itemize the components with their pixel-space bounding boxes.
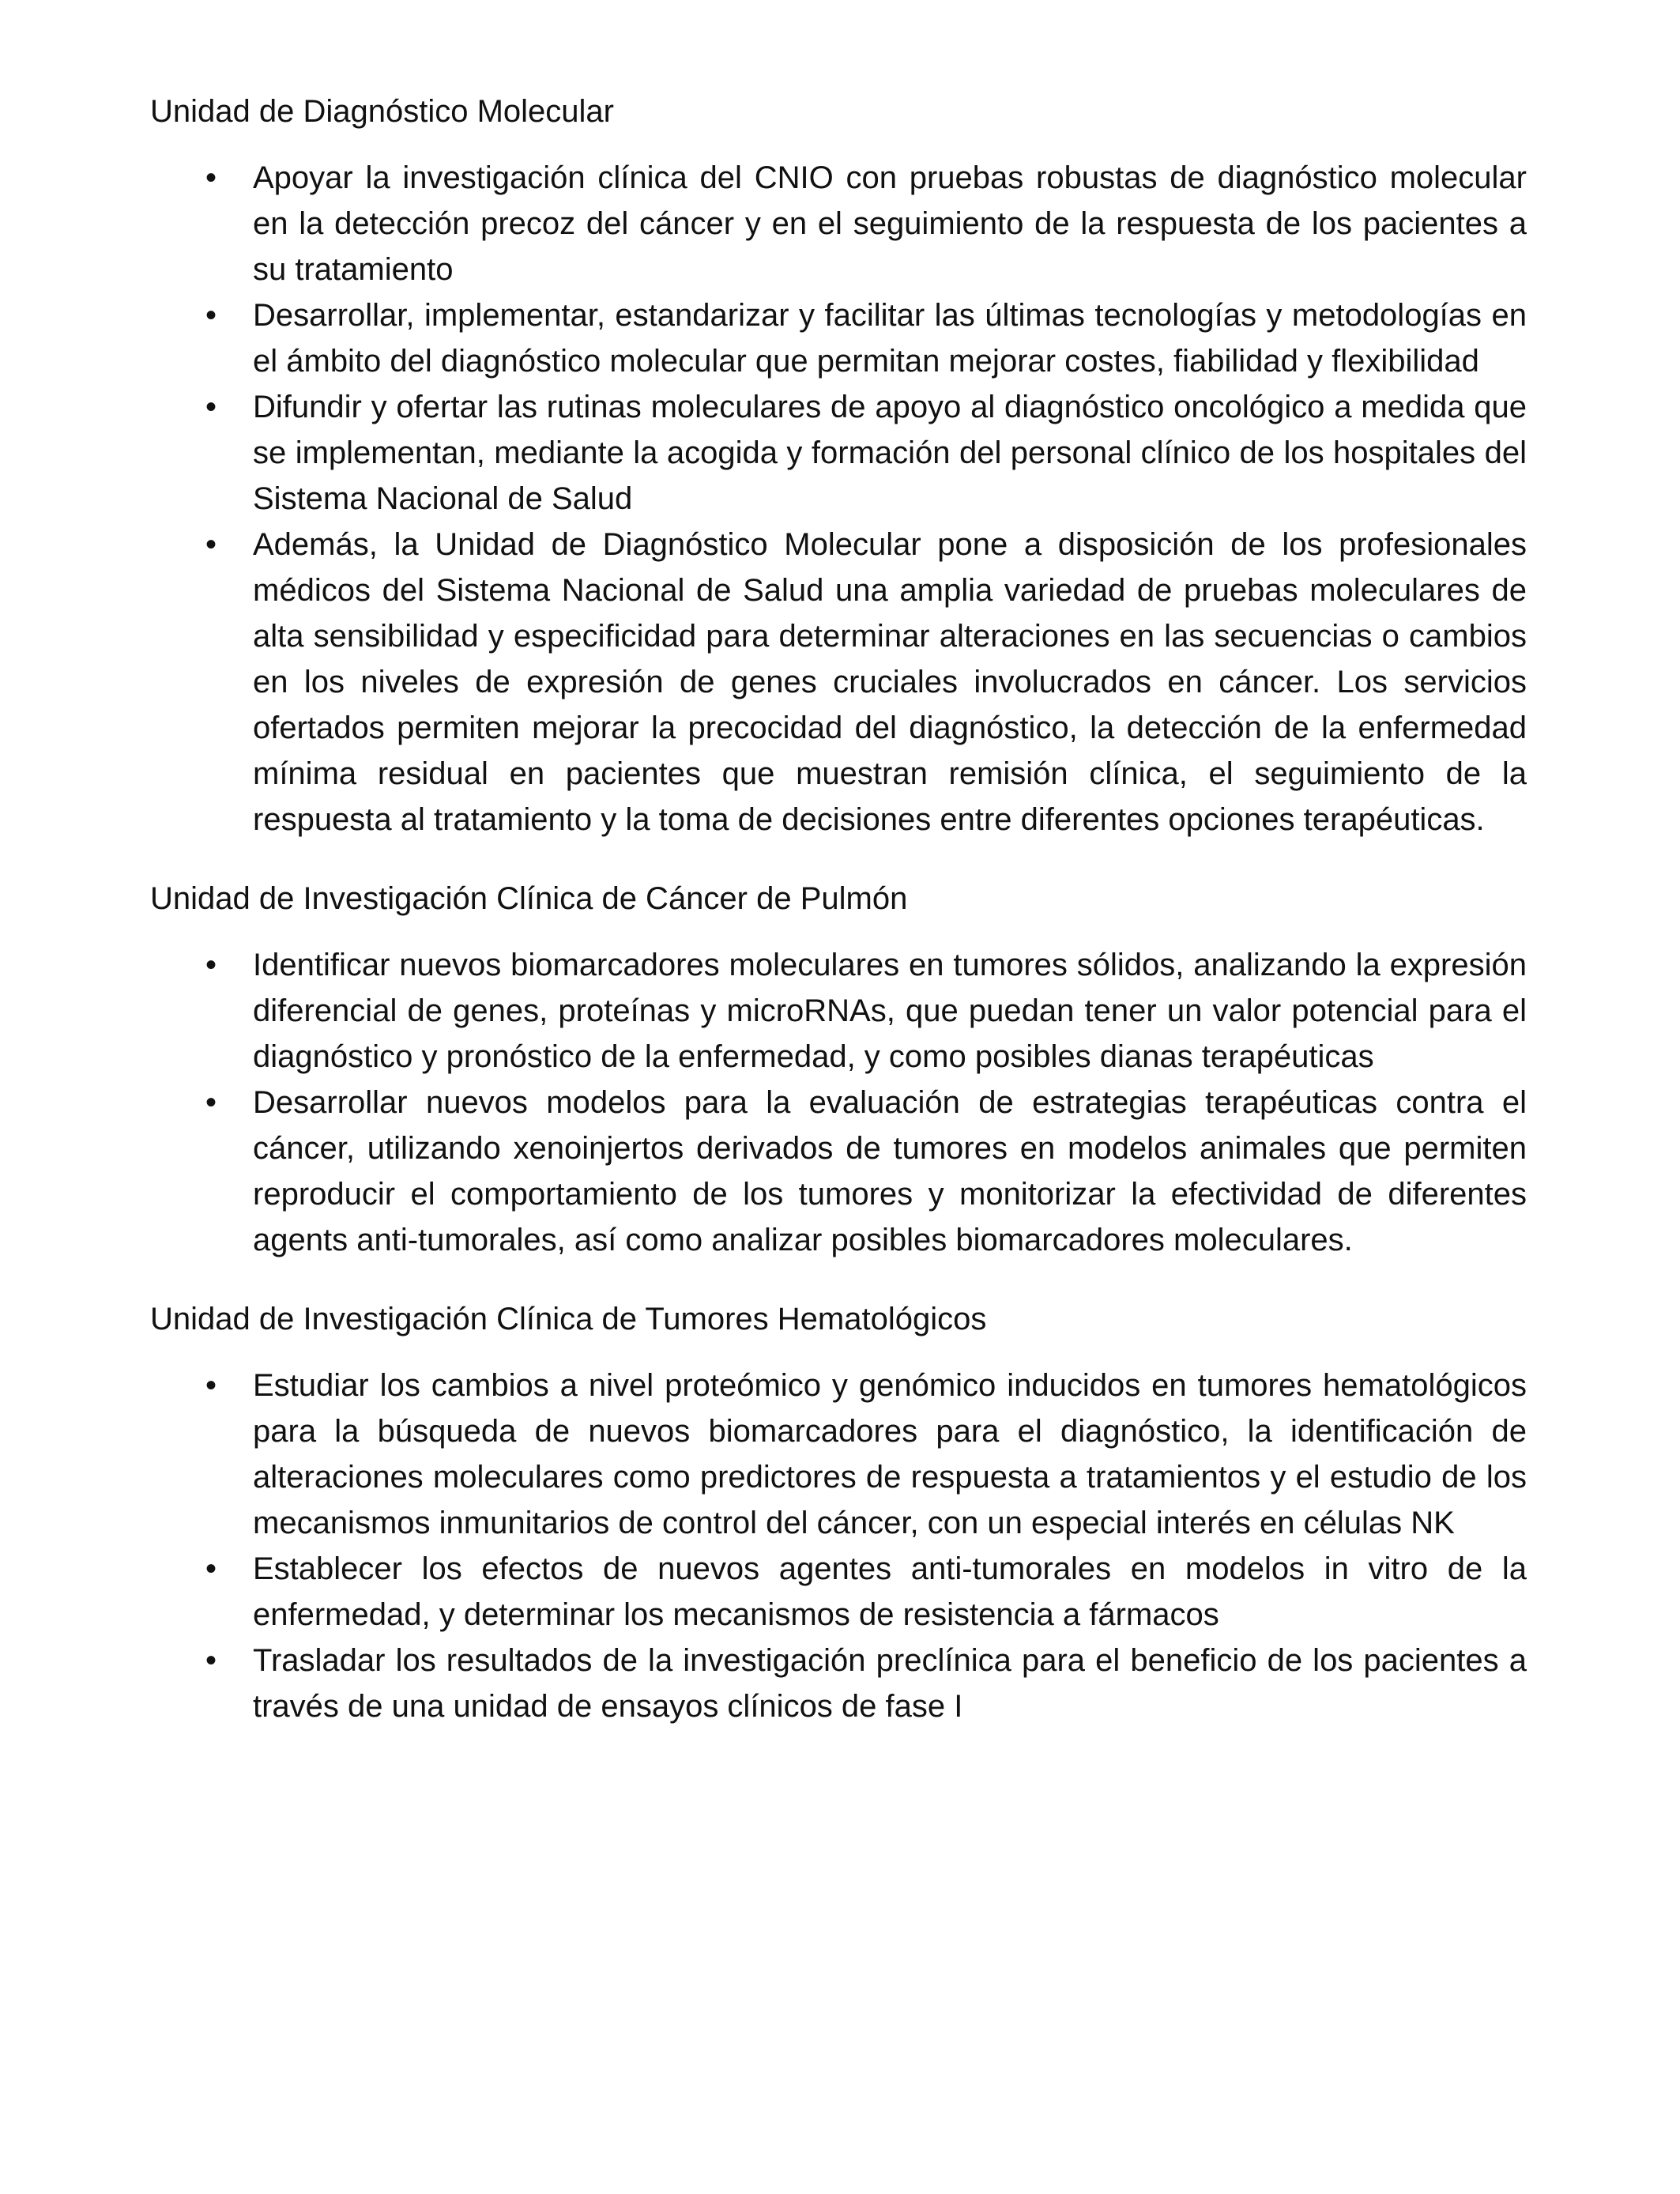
bullet-icon: • [205,160,217,195]
list-item [150,1546,1527,1638]
list-item-text: Desarrollar nuevos modelos para la evaluación de estrategias terapéuticas contra el cáncer, utilizando xenoinjertos derivados de tumores en modelos animales que permiten reproducir el comportamiento de los tumores y monitorizar la efectividad de diferentes agents anti-tumorales, así como analizar posibles biomarcadores moleculares. [253,1085,1527,1257]
section-diagnostico-molecular [150,89,1527,843]
section-heading: Unidad de Investigación Clínica de Cáncer de Pulmón [150,881,908,916]
list-item-text: Establecer los efectos de nuevos agentes anti-tumorales en modelos in vitro de la enfermedad, y determinar los mecanismos de resistencia a fármacos [253,1551,1527,1632]
list-item-text: Desarrollar, implementar, estandarizar y facilitar las últimas tecnologías y metodologías en el ámbito del diagnóstico molecular que permitan mejorar costes, fiabilidad y flexibilidad [253,298,1527,379]
bullet-icon: • [205,1551,217,1586]
list-item-text: Identificar nuevos biomarcadores moleculares en tumores sólidos, analizando la expresión diferencial de genes, proteínas y microRNAs, que puedan tener un valor potencial para el diagnóstico y pronóstico de la enfermedad, y como posibles dianas terapéuticas [253,948,1527,1074]
section-heading: Unidad de Investigación Clínica de Tumores Hematológicos [150,1302,987,1336]
bullet-list [150,942,1527,1263]
list-item [150,384,1527,522]
list-item-text: Estudiar los cambios a nivel proteómico y genómico inducidos en tumores hematológicos para la búsqueda de nuevos biomarcadores para el diagnóstico, la identificación de alteraciones moleculares como predictores de respuesta a tratamientos y el estudio de los mecanismos inmunitarios de control del cáncer, con un especial interés en células NK [253,1368,1527,1540]
list-item [150,1080,1527,1263]
bullet-list [150,155,1527,843]
list-item [150,1363,1527,1546]
list-item [150,292,1527,384]
list-item [150,942,1527,1080]
bullet-icon: • [205,1085,217,1120]
bullet-list [150,1363,1527,1729]
bullet-icon: • [205,948,217,982]
bullet-icon: • [205,1643,217,1678]
list-item [150,1638,1527,1729]
section-tumores-hematologicos [150,1296,1527,1729]
bullet-icon: • [205,298,217,333]
bullet-icon: • [205,527,217,562]
list-item [150,522,1527,843]
document-page [150,89,1527,1762]
bullet-icon: • [205,1368,217,1403]
list-item-text: Además, la Unidad de Diagnóstico Molecular pone a disposición de los profesionales médicos del Sistema Nacional de Salud una amplia variedad de pruebas moleculares de alta sensibilidad y especificidad para determinar alteraciones en las secuencias o cambios en los niveles de expresión de genes cruciales involucrados en cáncer. Los servicios ofertados permiten mejorar la precocidad del diagnóstico, la detección de la enfermedad mínima residual en pacientes que muestran remisión clínica, el seguimiento de la respuesta al tratamiento y la toma de decisiones entre diferentes opciones terapéuticas. [253,527,1527,837]
bullet-icon: • [205,390,217,424]
section-cancer-pulmon [150,876,1527,1263]
list-item-text: Apoyar la investigación clínica del CNIO con pruebas robustas de diagnóstico molecular en la detección precoz del cáncer y en el seguimiento de la respuesta de los pacientes a su tratamiento [253,160,1527,287]
section-heading: Unidad de Diagnóstico Molecular [150,94,614,129]
list-item-text: Difundir y ofertar las rutinas moleculares de apoyo al diagnóstico oncológico a medida que se implementan, mediante la acogida y formación del personal clínico de los hospitales del Sistema Nacional de Salud [253,390,1527,516]
list-item-text: Trasladar los resultados de la investigación preclínica para el beneficio de los pacientes a través de una unidad de ensayos clínicos de fase I [253,1643,1527,1724]
list-item [150,155,1527,292]
